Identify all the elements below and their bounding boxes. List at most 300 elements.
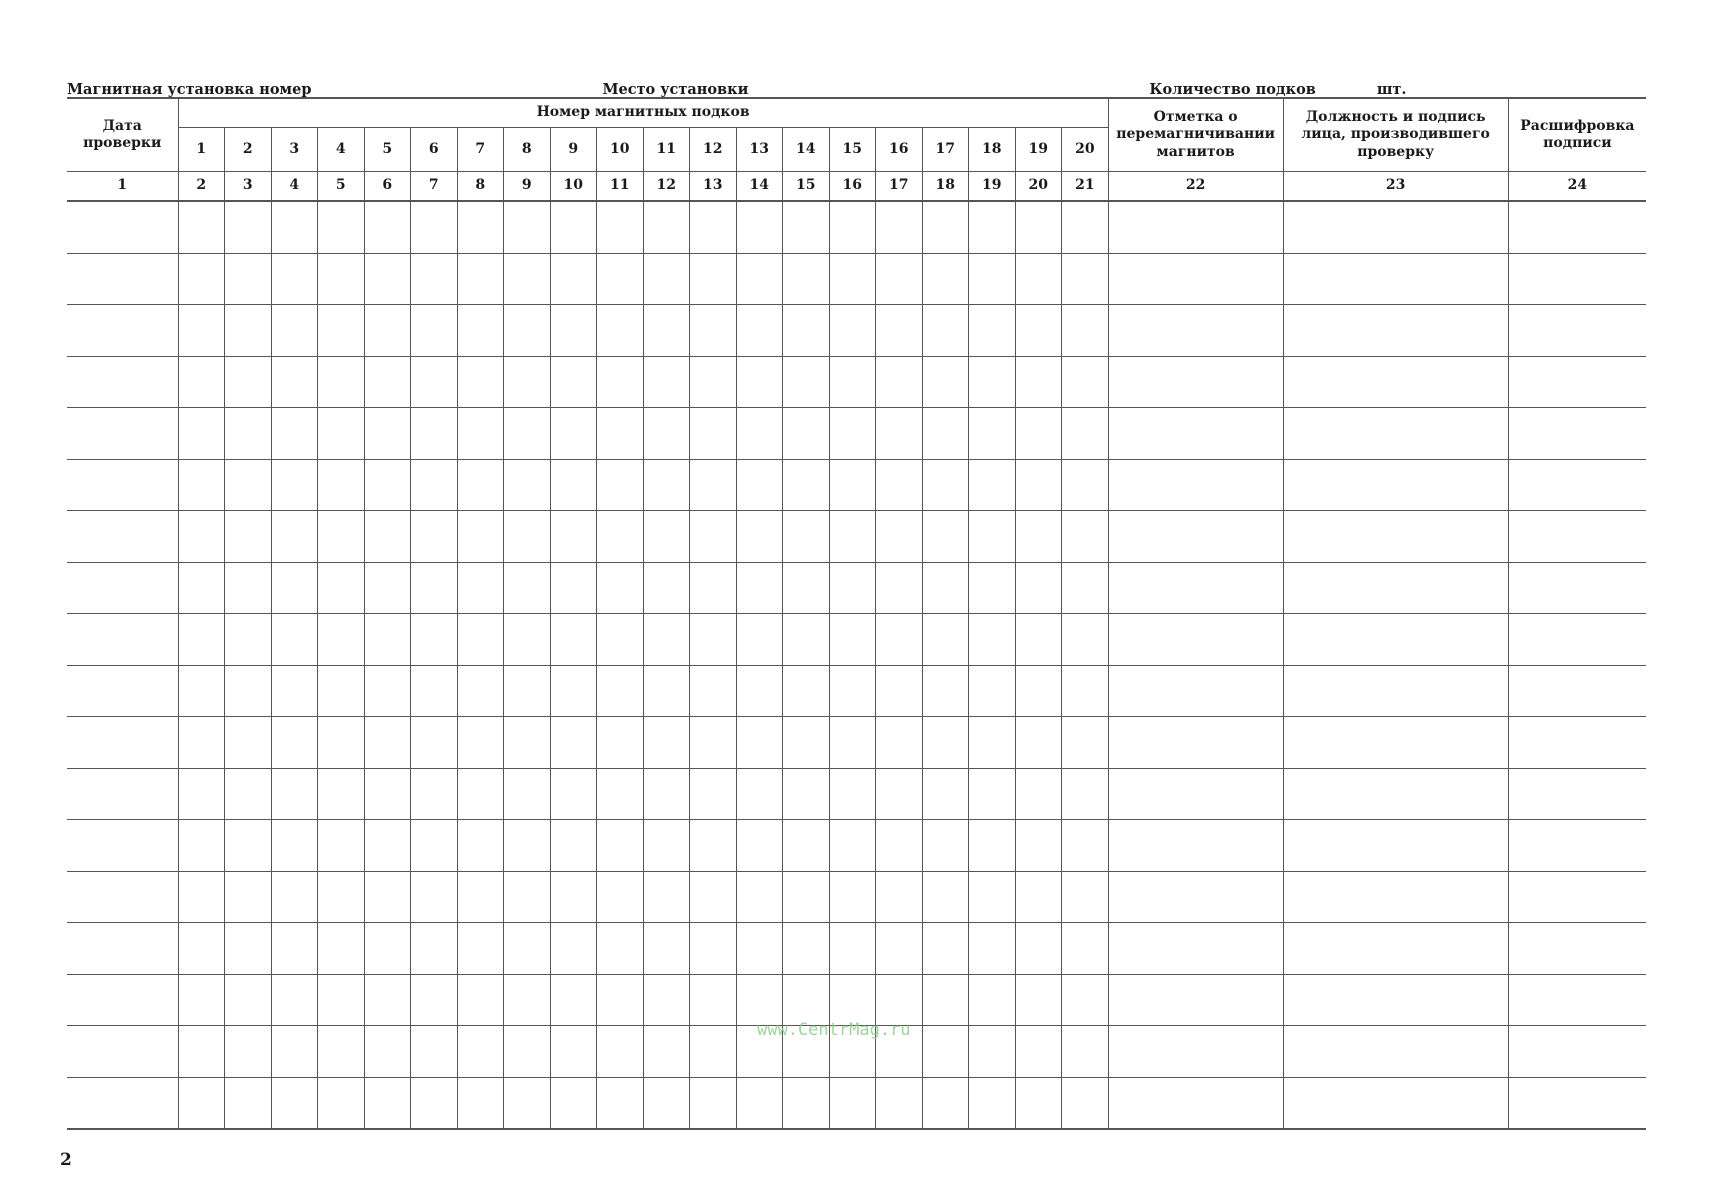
table-cell[interactable]: [922, 614, 969, 666]
table-cell[interactable]: [783, 511, 830, 563]
table-cell[interactable]: [318, 562, 365, 614]
table-cell[interactable]: [364, 820, 411, 872]
table-cell[interactable]: [829, 511, 876, 563]
table-cell[interactable]: [643, 408, 690, 460]
table-cell[interactable]: [1015, 511, 1062, 563]
table-cell[interactable]: [597, 768, 644, 820]
table-cell[interactable]: [457, 974, 504, 1026]
table-cell[interactable]: [643, 820, 690, 872]
table-cell[interactable]: [411, 253, 458, 305]
table-cell[interactable]: [504, 562, 551, 614]
table-cell[interactable]: [597, 459, 644, 511]
table-cell[interactable]: [783, 408, 830, 460]
table-cell[interactable]: [411, 201, 458, 253]
table-cell[interactable]: [597, 717, 644, 769]
table-cell[interactable]: [271, 871, 318, 923]
table-cell[interactable]: [178, 768, 225, 820]
table-cell[interactable]: [1283, 408, 1508, 460]
table-cell[interactable]: [1283, 201, 1508, 253]
table-cell[interactable]: [504, 614, 551, 666]
installation-number-blank[interactable]: [314, 83, 599, 98]
table-cell[interactable]: [457, 614, 504, 666]
table-cell[interactable]: [178, 717, 225, 769]
table-cell[interactable]: [318, 665, 365, 717]
table-cell[interactable]: [504, 717, 551, 769]
table-cell[interactable]: [550, 1077, 597, 1129]
table-cell[interactable]: [643, 459, 690, 511]
table-cell[interactable]: [1062, 305, 1109, 357]
table-cell[interactable]: [597, 1026, 644, 1078]
table-cell[interactable]: [643, 717, 690, 769]
table-cell[interactable]: [1015, 614, 1062, 666]
table-cell[interactable]: [969, 562, 1016, 614]
table-cell[interactable]: [736, 923, 783, 975]
table-cell[interactable]: [876, 974, 923, 1026]
table-cell[interactable]: [364, 1026, 411, 1078]
table-cell[interactable]: [690, 562, 737, 614]
table-cell[interactable]: [411, 768, 458, 820]
table-cell[interactable]: [643, 665, 690, 717]
table-cell[interactable]: [643, 1026, 690, 1078]
table-cell[interactable]: [550, 820, 597, 872]
table-cell[interactable]: [1062, 562, 1109, 614]
table-cell[interactable]: [67, 356, 178, 408]
table-cell[interactable]: [1508, 459, 1646, 511]
table-cell[interactable]: [1108, 201, 1283, 253]
table-cell[interactable]: [225, 201, 272, 253]
table-cell[interactable]: [504, 1026, 551, 1078]
table-cell[interactable]: [178, 820, 225, 872]
table-cell[interactable]: [225, 356, 272, 408]
table-cell[interactable]: [178, 923, 225, 975]
table-cell[interactable]: [411, 974, 458, 1026]
table-cell[interactable]: [271, 253, 318, 305]
table-cell[interactable]: [178, 459, 225, 511]
table-cell[interactable]: [1283, 1026, 1508, 1078]
table-cell[interactable]: [736, 201, 783, 253]
table-cell[interactable]: [271, 305, 318, 357]
table-cell[interactable]: [364, 923, 411, 975]
table-cell[interactable]: [550, 768, 597, 820]
table-cell[interactable]: [225, 253, 272, 305]
table-cell[interactable]: [318, 717, 365, 769]
table-cell[interactable]: [969, 201, 1016, 253]
table-cell[interactable]: [364, 511, 411, 563]
table-cell[interactable]: [225, 511, 272, 563]
table-cell[interactable]: [1508, 305, 1646, 357]
table-cell[interactable]: [550, 1026, 597, 1078]
table-cell[interactable]: [969, 1077, 1016, 1129]
table-cell[interactable]: [1062, 1077, 1109, 1129]
table-cell[interactable]: [178, 974, 225, 1026]
table-cell[interactable]: [876, 820, 923, 872]
table-cell[interactable]: [736, 820, 783, 872]
table-cell[interactable]: [318, 1026, 365, 1078]
table-cell[interactable]: [597, 665, 644, 717]
table-cell[interactable]: [597, 562, 644, 614]
table-cell[interactable]: [1283, 871, 1508, 923]
table-cell[interactable]: [225, 768, 272, 820]
table-cell[interactable]: [1508, 1026, 1646, 1078]
table-cell[interactable]: [736, 974, 783, 1026]
table-cell[interactable]: [922, 665, 969, 717]
table-cell[interactable]: [829, 614, 876, 666]
table-cell[interactable]: [457, 511, 504, 563]
table-cell[interactable]: [67, 717, 178, 769]
table-cell[interactable]: [1062, 923, 1109, 975]
table-cell[interactable]: [876, 511, 923, 563]
table-cell[interactable]: [318, 820, 365, 872]
table-cell[interactable]: [550, 253, 597, 305]
table-cell[interactable]: [1108, 408, 1283, 460]
table-cell[interactable]: [225, 305, 272, 357]
table-cell[interactable]: [690, 201, 737, 253]
table-cell[interactable]: [969, 923, 1016, 975]
table-cell[interactable]: [969, 511, 1016, 563]
table-cell[interactable]: [457, 923, 504, 975]
table-cell[interactable]: [364, 356, 411, 408]
table-cell[interactable]: [67, 614, 178, 666]
table-cell[interactable]: [597, 201, 644, 253]
table-cell[interactable]: [271, 562, 318, 614]
table-cell[interactable]: [364, 871, 411, 923]
table-cell[interactable]: [783, 459, 830, 511]
table-cell[interactable]: [1062, 717, 1109, 769]
table-cell[interactable]: [1283, 717, 1508, 769]
table-cell[interactable]: [550, 201, 597, 253]
table-cell[interactable]: [829, 1077, 876, 1129]
table-cell[interactable]: [67, 923, 178, 975]
table-cell[interactable]: [969, 717, 1016, 769]
table-cell[interactable]: [597, 820, 644, 872]
table-cell[interactable]: [318, 408, 365, 460]
table-cell[interactable]: [271, 1077, 318, 1129]
table-cell[interactable]: [736, 459, 783, 511]
table-cell[interactable]: [457, 820, 504, 872]
table-cell[interactable]: [969, 974, 1016, 1026]
table-cell[interactable]: [1283, 459, 1508, 511]
table-cell[interactable]: [457, 562, 504, 614]
table-cell[interactable]: [271, 459, 318, 511]
table-cell[interactable]: [1015, 820, 1062, 872]
table-cell[interactable]: [1108, 562, 1283, 614]
table-cell[interactable]: [411, 459, 458, 511]
table-cell[interactable]: [597, 974, 644, 1026]
table-cell[interactable]: [318, 511, 365, 563]
table-cell[interactable]: [318, 614, 365, 666]
table-cell[interactable]: [178, 1077, 225, 1129]
table-cell[interactable]: [67, 562, 178, 614]
table-cell[interactable]: [1015, 665, 1062, 717]
table-cell[interactable]: [67, 1026, 178, 1078]
table-cell[interactable]: [271, 974, 318, 1026]
table-cell[interactable]: [411, 408, 458, 460]
table-cell[interactable]: [829, 717, 876, 769]
table-cell[interactable]: [1283, 305, 1508, 357]
table-cell[interactable]: [364, 408, 411, 460]
table-cell[interactable]: [1508, 253, 1646, 305]
table-cell[interactable]: [178, 1026, 225, 1078]
table-cell[interactable]: [178, 356, 225, 408]
table-cell[interactable]: [457, 253, 504, 305]
table-cell[interactable]: [783, 562, 830, 614]
table-cell[interactable]: [364, 665, 411, 717]
table-cell[interactable]: [597, 1077, 644, 1129]
table-cell[interactable]: [457, 305, 504, 357]
table-cell[interactable]: [67, 201, 178, 253]
table-cell[interactable]: [178, 511, 225, 563]
table-cell[interactable]: [1283, 923, 1508, 975]
table-cell[interactable]: [876, 1077, 923, 1129]
table-cell[interactable]: [364, 201, 411, 253]
table-cell[interactable]: [1062, 820, 1109, 872]
table-cell[interactable]: [1015, 459, 1062, 511]
table-cell[interactable]: [643, 923, 690, 975]
table-cell[interactable]: [1508, 356, 1646, 408]
table-cell[interactable]: [318, 974, 365, 1026]
table-cell[interactable]: [318, 201, 365, 253]
table-cell[interactable]: [504, 820, 551, 872]
table-cell[interactable]: [178, 305, 225, 357]
table-cell[interactable]: [597, 408, 644, 460]
count-blank[interactable]: [1319, 83, 1374, 98]
table-cell[interactable]: [271, 201, 318, 253]
table-cell[interactable]: [225, 871, 272, 923]
table-cell[interactable]: [643, 253, 690, 305]
table-cell[interactable]: [67, 253, 178, 305]
table-cell[interactable]: [690, 459, 737, 511]
table-cell[interactable]: [1508, 768, 1646, 820]
table-cell[interactable]: [550, 511, 597, 563]
table-cell[interactable]: [829, 201, 876, 253]
table-cell[interactable]: [67, 665, 178, 717]
table-cell[interactable]: [736, 665, 783, 717]
table-cell[interactable]: [1108, 923, 1283, 975]
table-cell[interactable]: [643, 562, 690, 614]
table-cell[interactable]: [690, 253, 737, 305]
table-cell[interactable]: [736, 1077, 783, 1129]
table-cell[interactable]: [690, 1026, 737, 1078]
table-cell[interactable]: [783, 820, 830, 872]
table-cell[interactable]: [1015, 768, 1062, 820]
table-cell[interactable]: [1062, 871, 1109, 923]
table-cell[interactable]: [783, 305, 830, 357]
table-cell[interactable]: [318, 356, 365, 408]
table-cell[interactable]: [1015, 974, 1062, 1026]
table-cell[interactable]: [783, 356, 830, 408]
table-cell[interactable]: [829, 562, 876, 614]
table-cell[interactable]: [550, 974, 597, 1026]
table-cell[interactable]: [1508, 1077, 1646, 1129]
table-cell[interactable]: [271, 356, 318, 408]
table-cell[interactable]: [690, 923, 737, 975]
table-cell[interactable]: [411, 820, 458, 872]
table-cell[interactable]: [457, 1077, 504, 1129]
table-cell[interactable]: [550, 717, 597, 769]
table-cell[interactable]: [829, 459, 876, 511]
table-cell[interactable]: [969, 1026, 1016, 1078]
table-cell[interactable]: [1108, 305, 1283, 357]
table-cell[interactable]: [178, 871, 225, 923]
table-cell[interactable]: [411, 871, 458, 923]
table-cell[interactable]: [271, 408, 318, 460]
table-cell[interactable]: [829, 356, 876, 408]
table-cell[interactable]: [504, 923, 551, 975]
table-cell[interactable]: [67, 974, 178, 1026]
table-cell[interactable]: [411, 1026, 458, 1078]
table-cell[interactable]: [504, 511, 551, 563]
table-cell[interactable]: [736, 511, 783, 563]
table-cell[interactable]: [1108, 871, 1283, 923]
table-cell[interactable]: [876, 562, 923, 614]
table-cell[interactable]: [922, 768, 969, 820]
table-cell[interactable]: [178, 665, 225, 717]
table-cell[interactable]: [643, 614, 690, 666]
table-cell[interactable]: [271, 717, 318, 769]
table-cell[interactable]: [271, 511, 318, 563]
table-cell[interactable]: [225, 923, 272, 975]
table-cell[interactable]: [969, 614, 1016, 666]
table-cell[interactable]: [876, 305, 923, 357]
table-cell[interactable]: [690, 356, 737, 408]
table-cell[interactable]: [1108, 717, 1283, 769]
table-cell[interactable]: [550, 305, 597, 357]
table-cell[interactable]: [969, 356, 1016, 408]
table-cell[interactable]: [504, 408, 551, 460]
table-cell[interactable]: [67, 511, 178, 563]
table-cell[interactable]: [969, 665, 1016, 717]
table-cell[interactable]: [876, 717, 923, 769]
table-cell[interactable]: [364, 459, 411, 511]
table-cell[interactable]: [597, 511, 644, 563]
table-cell[interactable]: [1508, 923, 1646, 975]
table-cell[interactable]: [225, 1026, 272, 1078]
table-cell[interactable]: [643, 356, 690, 408]
table-cell[interactable]: [225, 665, 272, 717]
table-cell[interactable]: [411, 614, 458, 666]
table-cell[interactable]: [969, 305, 1016, 357]
table-cell[interactable]: [457, 201, 504, 253]
table-cell[interactable]: [318, 459, 365, 511]
table-cell[interactable]: [1508, 820, 1646, 872]
table-cell[interactable]: [550, 614, 597, 666]
table-cell[interactable]: [922, 511, 969, 563]
table-cell[interactable]: [271, 1026, 318, 1078]
table-cell[interactable]: [922, 871, 969, 923]
table-cell[interactable]: [1283, 562, 1508, 614]
table-cell[interactable]: [1015, 871, 1062, 923]
table-cell[interactable]: [364, 562, 411, 614]
table-cell[interactable]: [876, 665, 923, 717]
table-cell[interactable]: [783, 974, 830, 1026]
table-cell[interactable]: [829, 974, 876, 1026]
table-cell[interactable]: [1015, 253, 1062, 305]
table-cell[interactable]: [504, 974, 551, 1026]
table-cell[interactable]: [1508, 201, 1646, 253]
table-cell[interactable]: [1108, 665, 1283, 717]
table-cell[interactable]: [829, 408, 876, 460]
table-cell[interactable]: [922, 408, 969, 460]
table-cell[interactable]: [736, 562, 783, 614]
table-cell[interactable]: [783, 253, 830, 305]
table-cell[interactable]: [67, 408, 178, 460]
table-cell[interactable]: [1062, 408, 1109, 460]
table-cell[interactable]: [597, 253, 644, 305]
table-cell[interactable]: [457, 459, 504, 511]
table-cell[interactable]: [364, 768, 411, 820]
table-cell[interactable]: [318, 305, 365, 357]
table-cell[interactable]: [829, 923, 876, 975]
table-cell[interactable]: [457, 356, 504, 408]
table-cell[interactable]: [922, 201, 969, 253]
table-cell[interactable]: [550, 923, 597, 975]
table-cell[interactable]: [411, 305, 458, 357]
table-cell[interactable]: [1283, 820, 1508, 872]
table-cell[interactable]: [504, 665, 551, 717]
table-cell[interactable]: [1062, 1026, 1109, 1078]
table-cell[interactable]: [1283, 768, 1508, 820]
table-cell[interactable]: [504, 459, 551, 511]
table-cell[interactable]: [922, 305, 969, 357]
table-cell[interactable]: [690, 614, 737, 666]
table-cell[interactable]: [597, 356, 644, 408]
table-cell[interactable]: [1283, 1077, 1508, 1129]
table-cell[interactable]: [411, 665, 458, 717]
table-cell[interactable]: [318, 871, 365, 923]
table-cell[interactable]: [364, 253, 411, 305]
table-cell[interactable]: [643, 1077, 690, 1129]
table-cell[interactable]: [1062, 253, 1109, 305]
table-cell[interactable]: [783, 1077, 830, 1129]
table-cell[interactable]: [1283, 665, 1508, 717]
table-cell[interactable]: [969, 459, 1016, 511]
table-cell[interactable]: [876, 356, 923, 408]
table-cell[interactable]: [1015, 201, 1062, 253]
table-cell[interactable]: [550, 459, 597, 511]
table-cell[interactable]: [597, 871, 644, 923]
table-cell[interactable]: [364, 1077, 411, 1129]
table-cell[interactable]: [550, 562, 597, 614]
table-cell[interactable]: [411, 923, 458, 975]
table-cell[interactable]: [411, 1077, 458, 1129]
table-cell[interactable]: [783, 871, 830, 923]
table-cell[interactable]: [1108, 820, 1283, 872]
table-cell[interactable]: [1062, 974, 1109, 1026]
table-cell[interactable]: [1108, 459, 1283, 511]
table-cell[interactable]: [1283, 974, 1508, 1026]
table-cell[interactable]: [504, 768, 551, 820]
table-cell[interactable]: [1108, 1026, 1283, 1078]
table-cell[interactable]: [457, 717, 504, 769]
table-cell[interactable]: [922, 717, 969, 769]
table-cell[interactable]: [457, 408, 504, 460]
table-cell[interactable]: [178, 408, 225, 460]
table-cell[interactable]: [1508, 717, 1646, 769]
table-cell[interactable]: [922, 923, 969, 975]
table-cell[interactable]: [1508, 562, 1646, 614]
location-blank[interactable]: [751, 83, 1146, 98]
table-cell[interactable]: [1062, 201, 1109, 253]
table-cell[interactable]: [178, 562, 225, 614]
table-cell[interactable]: [736, 305, 783, 357]
table-cell[interactable]: [364, 614, 411, 666]
table-cell[interactable]: [690, 511, 737, 563]
table-cell[interactable]: [922, 1026, 969, 1078]
table-cell[interactable]: [829, 871, 876, 923]
table-cell[interactable]: [876, 459, 923, 511]
table-cell[interactable]: [318, 253, 365, 305]
table-cell[interactable]: [969, 820, 1016, 872]
